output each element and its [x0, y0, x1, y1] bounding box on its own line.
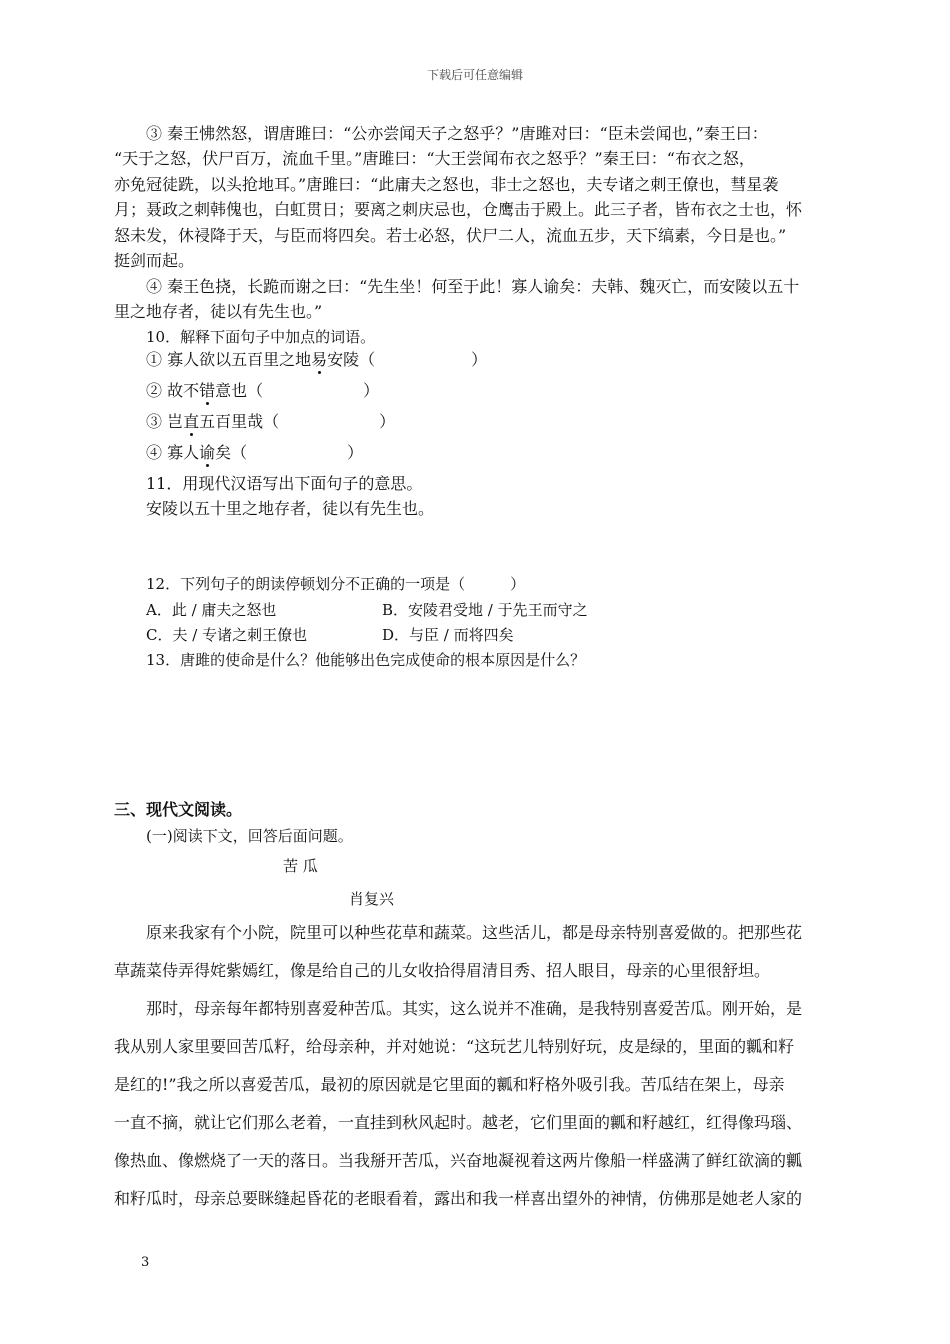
passage-line: 月；聂政之刺韩傀也，白虹贯日；要离之刺庆忌也，仓鹰击于殿上。此三子者，皆布衣之士也，怀: [114, 200, 803, 219]
article-line: 那时，母亲每年都特别喜爱种苦瓜。其实，这么说并不准确，是我特别喜爱苦瓜。刚开始，是: [146, 999, 803, 1018]
option-d: D．与臣 / 而将四矣: [382, 626, 514, 644]
option-b: B．安陵君受地 / 于先王而守之: [382, 601, 588, 619]
option-c: C．夫 / 专诸之刺王僚也: [146, 626, 308, 644]
article-title: 苦 瓜: [283, 857, 318, 875]
article-author: 肖复兴: [349, 890, 395, 908]
dotted-word: 直: [183, 412, 200, 431]
dotted-word: 易: [311, 350, 328, 369]
article-line: 原来我家有个小院，院里可以种些花草和蔬菜。这些活儿，都是母亲特别喜爱做的。把那些花: [146, 923, 803, 942]
question-13-title: 13．唐雎的使命是什么？他能够出色完成使命的根本原因是什么？: [146, 651, 586, 669]
option-a: A．此 / 庸夫之怒也: [146, 601, 277, 619]
question-10-item: ① 寡人欲以五百里之地易安陵（ ）: [146, 350, 488, 369]
section-heading: 三、现代文阅读。: [114, 800, 243, 819]
question-11-title: 11．用现代汉语写出下面句子的意思。: [146, 474, 423, 493]
article-line: 我从别人家里要回苦瓜籽，给母亲种，并对她说：“这玩艺儿特别好玩，皮是绿的，里面的瓤和籽: [114, 1037, 795, 1056]
passage-line: “天于之怒，伏尸百万，流血千里。”唐雎曰：“大王尝闻布衣之怒乎？”秦王曰：“布衣之怒，: [114, 149, 755, 168]
dotted-word: 错: [199, 381, 216, 400]
passage-line: 挺剑而起。: [114, 251, 195, 270]
question-11-sentence: 安陵以五十里之地存者，徒以有先生也。: [146, 499, 435, 518]
passage-line: 亦免冠徒跣，以头抢地耳。”唐雎曰：“此庸夫之怒也，非士之怒也，夫专诸之刺王僚也，彗星袭: [114, 175, 779, 194]
dotted-word: 谕: [199, 443, 216, 462]
passage-line: ③ 秦王怫然怒，谓唐雎曰：“公亦尝闻天子之怒乎？”唐雎对曰：“臣未尝闻也，”秦王曰：: [146, 124, 768, 143]
article-line: 像热血、像燃烧了一天的落日。当我掰开苦瓜，兴奋地凝视着这两片像船一样盛满了鲜红欲滴的瓤: [114, 1151, 803, 1170]
passage-line: ④ 秦王色挠，长跪而谢之曰：“先生坐！何至于此！寡人谕矣：夫韩、魏灭亡，而安陵以五十: [146, 277, 800, 296]
article-line: 一直不摘，就让它们那么老着，一直挂到秋风起时。越老，它们里面的瓤和籽越红，红得像玛瑙、: [114, 1113, 803, 1132]
page-number: 3: [141, 1255, 150, 1270]
article-line: 和籽瓜时，母亲总要眯缝起昏花的老眼看着，露出和我一样喜出望外的神情，仿佛那是她老人家的: [114, 1189, 803, 1208]
article-line: 草蔬菜侍弄得姹紫嫣红，像是给自己的儿女收拾得眉清目秀、招人眼目，母亲的心里很舒坦。: [114, 961, 771, 980]
question-10-title: 10．解释下面句子中加点的词语。: [146, 328, 376, 346]
section-instruction: (一)阅读下文，回答后面问题。: [146, 827, 353, 845]
page-header: 下载后可任意编辑: [426, 68, 523, 82]
question-10-item: ③ 岂直五百里哉（ ）: [146, 412, 396, 431]
passage-line: 里之地存者，徒以有先生也。”: [114, 302, 323, 321]
question-12-title: 12．下列句子的朗读停顿划分不正确的一项是（ ）: [146, 575, 526, 593]
question-10-item: ④ 寡人谕矣（ ）: [146, 443, 364, 462]
passage-line: 怒未发，休祲降于天，与臣而将四矣。若士必怒，伏尸二人，流血五步，天下缟素，今日是也。”: [114, 226, 787, 245]
question-10-item: ② 故不错意也（ ）: [146, 381, 380, 400]
article-line: 是红的!”我之所以喜爱苦瓜，最初的原因就是它里面的瓤和籽格外吸引我。苦瓜结在架上，母亲: [114, 1075, 785, 1094]
